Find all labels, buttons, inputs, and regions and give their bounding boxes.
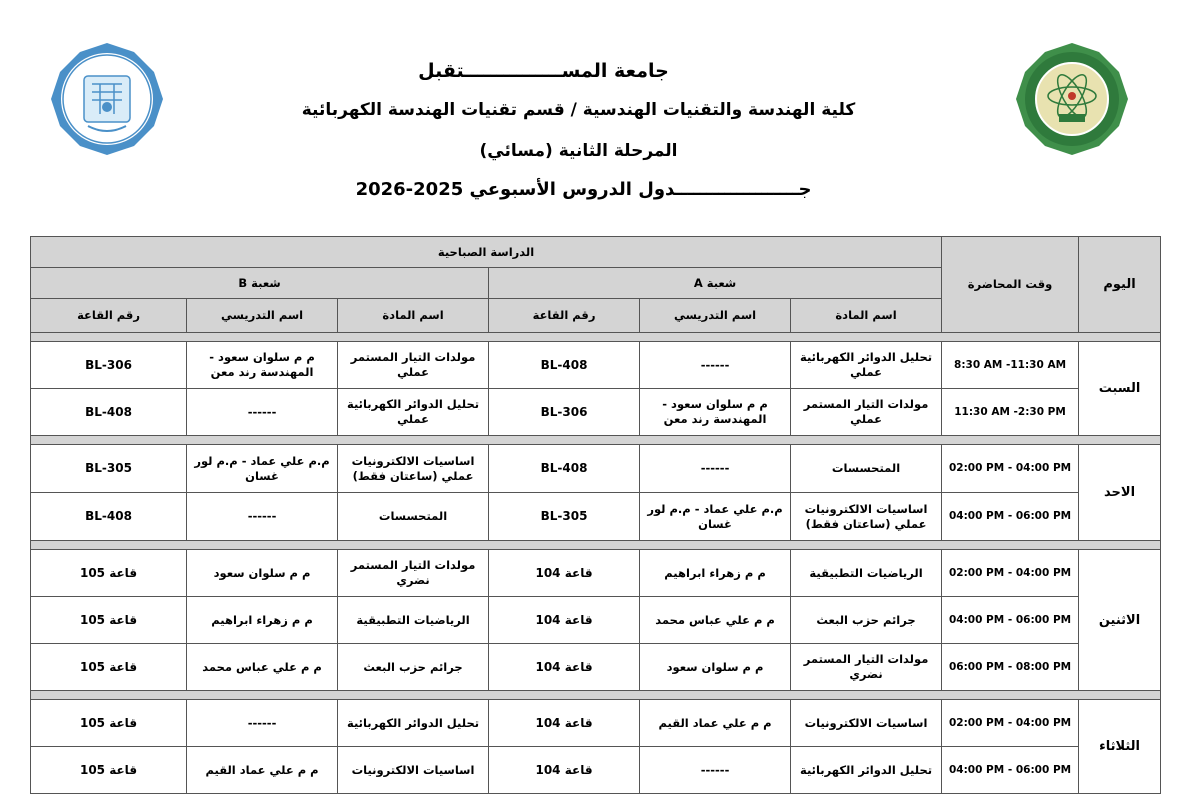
stage-label: المرحلة الثانية (مسائي): [479, 141, 678, 161]
a-subject-cell: اساسيات الالكترونيات: [791, 700, 942, 747]
time-cell: 04:00 PM - 06:00 PM: [942, 747, 1079, 794]
time-cell: 02:00 PM - 04:00 PM: [942, 445, 1079, 493]
time-cell: 04:00 PM - 06:00 PM: [942, 493, 1079, 541]
a-room-cell: قاعة 104: [489, 644, 640, 691]
header-session: الدراسة الصباحية: [31, 237, 942, 268]
header-section-a: شعبة A: [489, 268, 942, 299]
a-teacher-cell: م م سلوان سعود - المهندسة رند معن: [640, 389, 791, 436]
a-subject-cell: مولدات التيار المستمر نضري: [791, 644, 942, 691]
b-teacher-cell: م.م علي عماد - م.م لور غسان: [187, 445, 338, 493]
b-teacher-cell: ------: [187, 389, 338, 436]
b-room-cell: قاعة 105: [31, 747, 187, 794]
a-teacher-cell: ------: [640, 445, 791, 493]
time-cell: 11:30 AM -2:30 PM: [942, 389, 1079, 436]
a-room-cell: قاعة 104: [489, 550, 640, 597]
b-teacher-cell: ------: [187, 493, 338, 541]
header-section-b: شعبة B: [31, 268, 489, 299]
b-subject-cell: الرياضيات التطبيقية: [338, 597, 489, 644]
header-day: اليوم: [1079, 237, 1161, 333]
a-subject-cell: مولدات التيار المستمر عملي: [791, 389, 942, 436]
day-cell: الثلاثاء: [1079, 700, 1161, 794]
a-room-cell: BL-305: [489, 493, 640, 541]
header-a-teacher: اسم التدريسي: [640, 299, 791, 333]
table-row: [31, 389, 1161, 436]
a-subject-cell: جرائم حزب البعث: [791, 597, 942, 644]
b-subject-cell: مولدات التيار المستمر نضري: [338, 550, 489, 597]
table-row: [31, 550, 1161, 597]
day-cell: السبت: [1079, 342, 1161, 436]
a-teacher-cell: م.م علي عماد - م.م لور غسان: [640, 493, 791, 541]
b-room-cell: قاعة 105: [31, 700, 187, 747]
a-subject-cell: اساسيات الالكترونيات عملي (ساعتان فقط): [791, 493, 942, 541]
a-teacher-cell: م م علي عماد القيم: [640, 700, 791, 747]
b-subject-cell: المتحسسات: [338, 493, 489, 541]
time-cell: 02:00 PM - 04:00 PM: [942, 550, 1079, 597]
time-cell: 06:00 PM - 08:00 PM: [942, 644, 1079, 691]
b-room-cell: BL-305: [31, 445, 187, 493]
time-cell: 04:00 PM - 06:00 PM: [942, 597, 1079, 644]
b-teacher-cell: م م سلوان سعود - المهندسة رند معن: [187, 342, 338, 389]
time-cell: 02:00 PM - 04:00 PM: [942, 700, 1079, 747]
b-room-cell: قاعة 105: [31, 644, 187, 691]
a-subject-cell: تحليل الدوائر الكهربائية: [791, 747, 942, 794]
header-a-room: رقم القاعة: [489, 299, 640, 333]
page-title: جــــــــــــــــــــدول الدروس الأسبوعي 2025-2026: [355, 179, 812, 200]
time-cell: 8:30 AM -11:30 AM: [942, 342, 1079, 389]
b-room-cell: قاعة 105: [31, 597, 187, 644]
a-subject-cell: المتحسسات: [791, 445, 942, 493]
a-room-cell: قاعة 104: [489, 597, 640, 644]
table-row: [31, 700, 1161, 747]
b-teacher-cell: م م سلوان سعود: [187, 550, 338, 597]
a-teacher-cell: ------: [640, 747, 791, 794]
b-room-cell: قاعة 105: [31, 550, 187, 597]
a-room-cell: قاعة 104: [489, 700, 640, 747]
a-teacher-cell: م م علي عباس محمد: [640, 597, 791, 644]
b-room-cell: BL-408: [31, 389, 187, 436]
schedule-table: [30, 236, 1161, 794]
a-room-cell: BL-408: [489, 342, 640, 389]
a-subject-cell: تحليل الدوائر الكهربائية عملي: [791, 342, 942, 389]
b-subject-cell: تحليل الدوائر الكهربائية: [338, 700, 489, 747]
a-teacher-cell: ------: [640, 342, 791, 389]
table-row: [31, 597, 1161, 644]
header-b-subject: اسم المادة: [338, 299, 489, 333]
table-row: [31, 747, 1161, 794]
b-room-cell: BL-408: [31, 493, 187, 541]
day-cell: الاثنين: [1079, 550, 1161, 691]
table-row: [31, 445, 1161, 493]
table-row: [31, 493, 1161, 541]
b-subject-cell: اساسيات الالكترونيات: [338, 747, 489, 794]
header-a-subject: اسم المادة: [791, 299, 942, 333]
b-teacher-cell: ------: [187, 700, 338, 747]
a-room-cell: قاعة 104: [489, 747, 640, 794]
b-teacher-cell: م م علي عباس محمد: [187, 644, 338, 691]
header-b-room: رقم القاعة: [31, 299, 187, 333]
b-subject-cell: تحليل الدوائر الكهربائية عملي: [338, 389, 489, 436]
a-room-cell: BL-306: [489, 389, 640, 436]
b-room-cell: BL-306: [31, 342, 187, 389]
college-department: كلية الهندسة والتقنيات الهندسية / قسم تقنيات الهندسة الكهربائية: [301, 100, 856, 120]
a-subject-cell: الرياضيات التطبيقية: [791, 550, 942, 597]
a-teacher-cell: م م زهراء ابراهيم: [640, 550, 791, 597]
b-subject-cell: مولدات التيار المستمر عملي: [338, 342, 489, 389]
b-subject-cell: اساسيات الالكترونيات عملي (ساعتان فقط): [338, 445, 489, 493]
header-b-teacher: اسم التدريسي: [187, 299, 338, 333]
a-room-cell: BL-408: [489, 445, 640, 493]
university-name: جامعة المســـــــــــــــتقبل: [418, 60, 669, 82]
b-teacher-cell: م م زهراء ابراهيم: [187, 597, 338, 644]
b-subject-cell: جرائم حزب البعث: [338, 644, 489, 691]
table-row: [31, 342, 1161, 389]
a-teacher-cell: م م سلوان سعود: [640, 644, 791, 691]
table-row: [31, 644, 1161, 691]
day-cell: الاحد: [1079, 445, 1161, 541]
header-time: وقت المحاضرة: [942, 237, 1079, 333]
b-teacher-cell: م م علي عماد القيم: [187, 747, 338, 794]
